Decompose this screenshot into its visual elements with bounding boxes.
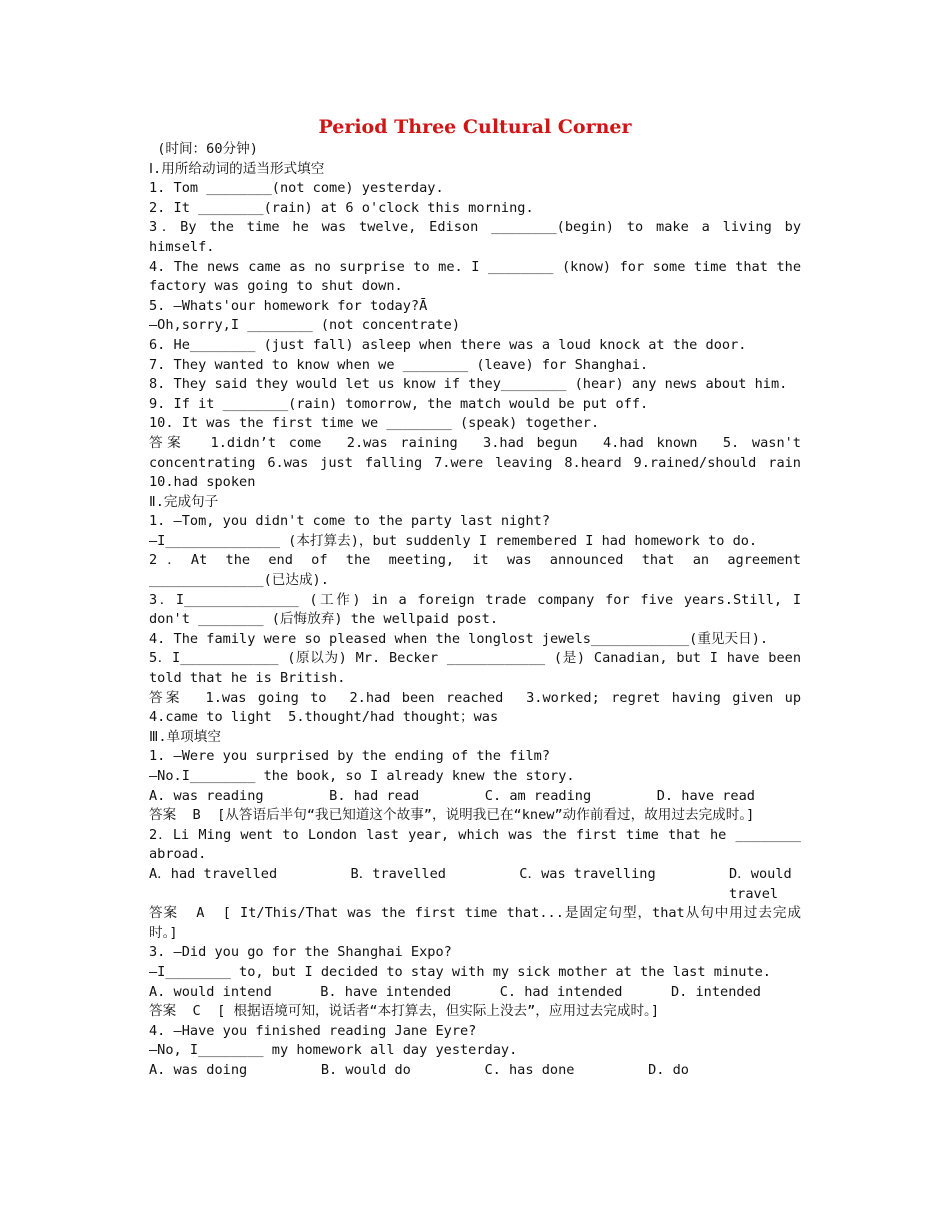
exercise-line: —I______________ (本打算去)，but suddenly I remembered I had homework to do. <box>149 532 758 549</box>
options-row <box>149 787 755 807</box>
question-stem: —I________ to, but I decided to stay with my sick mother at the last minute. <box>149 963 771 980</box>
option: D. intended <box>670 983 761 1000</box>
answer-key: 答案 B [从答语后半句“我已知道这个故事”，说明我已在“knew”动作前看过，故用过去完成时。] <box>149 807 755 824</box>
question-stem: 4. —Have you finished reading Jane Eyre? <box>149 1022 477 1039</box>
option: A. was reading <box>149 787 264 804</box>
exercise-line: 7. They wanted to know when we ________ (leave) for Shanghai. <box>149 356 649 373</box>
question-stem: 3. —Did you go for the Shanghai Expo? <box>149 944 452 961</box>
exercise-line: 6. He________ (just fall) asleep when there was a loud knock at the door. <box>149 336 747 353</box>
exercise-line: 4. The news came as no surprise to me. I ________ (know) for some time that the factory was going to shut down. <box>149 258 810 295</box>
options-row <box>149 983 761 1003</box>
answer-key: 答案 1.was going to 2.had been reached 3.worked; regret having given up 4.came to light 5.thought/had thought；was <box>149 689 810 726</box>
option: A. was doing <box>149 1061 248 1078</box>
option: B. have intended <box>320 983 452 1000</box>
exercise-line: 3．I______________ (工作) in a foreign trade company for five years.Still, I don't ________ (后悔放弃) the wellpaid post. <box>149 591 810 628</box>
exercise-line: 5. —Whats'our homework for today?Ā <box>149 297 428 314</box>
question-stem: 1. —Were you surprised by the ending of the film? <box>149 748 551 765</box>
exercise-line: 1. Tom ________(not come) yesterday. <box>149 180 444 197</box>
option: C. has done <box>484 1061 575 1078</box>
exercise-line: 2. It ________(rain) at 6 o'clock this morning. <box>149 199 534 216</box>
exercise-line: 1. —Tom, you didn't come to the party last night? <box>149 513 551 530</box>
option: D．would travel <box>729 865 792 902</box>
option: D. do <box>648 1061 689 1078</box>
page-title: Period Three Cultural Corner <box>318 116 632 138</box>
option: C. had intended <box>499 983 623 1000</box>
exercise-line: 9. If it ________(rain) tomorrow, the match would be put off. <box>149 395 649 412</box>
section-heading: Ⅰ.用所给动词的适当形式填空 <box>149 160 325 177</box>
option: A. would intend <box>149 983 272 1000</box>
exercise-line: 5．I____________ (原以为) Mr. Becker ____________ (是) Canadian, but I have been told that he is British. <box>149 650 810 687</box>
document-page <box>149 114 810 1081</box>
option: D. have read <box>656 787 755 804</box>
exercise-line: 3．By the time he was twelve, Edison ________(begin) to make a living by himself. <box>149 219 810 255</box>
section-heading: Ⅲ.单项填空 <box>149 728 221 745</box>
answer-key: 答案 A [ It/This/That was the first time that...是固定句型，that从句中用过去完成时。] <box>149 905 801 941</box>
option: B．travelled <box>350 865 446 882</box>
option: B. would do <box>320 1061 411 1078</box>
section-heading: Ⅱ.完成句子 <box>149 493 219 510</box>
option: C．was travelling <box>519 865 656 882</box>
option: C. am reading <box>484 787 592 804</box>
question-stem: 2．Li Ming went to London last year, which was the first time that he ________ abroad. <box>149 826 810 863</box>
answer-key: 答案 C [ 根据语境可知，说话者“本打算去，但实际上没去”，应用过去完成时。] <box>149 1003 660 1020</box>
exercise-line: 4. The family were so pleased when the longlost jewels____________(重见天日). <box>149 630 769 647</box>
exercise-line: 2．At the end of the meeting, it was announced that an agreement ______________(已达成). <box>149 552 810 589</box>
time-limit: (时间：60分钟) <box>149 141 258 157</box>
exercise-line: 8. They said they would let us know if they________ (hear) any news about him. <box>149 376 788 393</box>
options-row <box>149 1061 689 1081</box>
answer-key: 答案 1.didn’t come 2.was raining 3.had begun 4.had known 5. wasn't concentrating 6.was just falling 7.were leaving 8.heard 9.rained/should rain 10.had spoken <box>149 434 810 491</box>
option: A．had travelled <box>149 865 278 882</box>
question-stem: —No, I________ my homework all day yesterday. <box>149 1042 518 1059</box>
question-stem: —No.I________ the book, so I already knew the story. <box>149 768 575 784</box>
exercise-line: 10. It was the first time we ________ (speak) together. <box>149 415 600 432</box>
options-row <box>149 865 801 904</box>
option: B. had read <box>329 787 420 804</box>
exercise-line: —Oh,sorry,I ________ (not concentrate) <box>149 317 460 334</box>
